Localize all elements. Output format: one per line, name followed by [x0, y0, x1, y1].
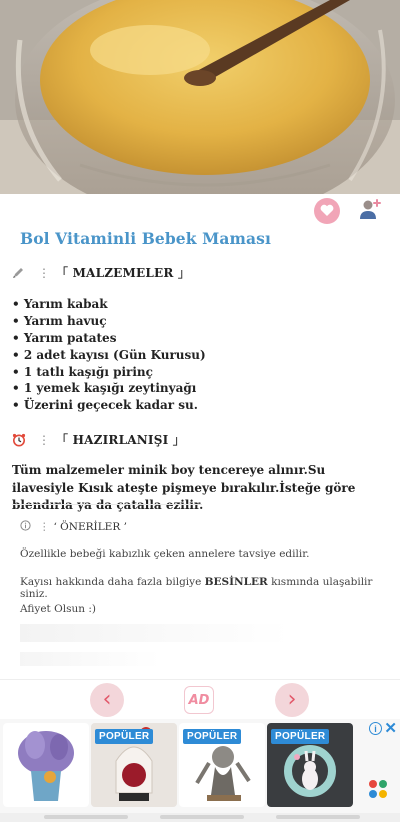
list-item: • Yarım havuç [12, 313, 206, 330]
popular-badge: POPÜLER [95, 729, 153, 744]
nutrients-link[interactable]: BESİNLER [204, 576, 268, 588]
tip-text-part: Kayısı hakkında daha fazla bilgiye [20, 576, 205, 588]
chevron-right-icon: › [287, 687, 297, 712]
tip-text: Özellikle bebeği kabızlık çeken annelere tavsiye edilir. [20, 548, 310, 560]
pencil-icon [12, 266, 30, 279]
popular-badge: POPÜLER [183, 729, 241, 744]
preparation-text: Tüm malzemeler minik boy tencereye alınır.Su ilavesiyle Kısık ateşte pişmeye bırakılır.İsteğe göre blendırla ya da çatalla ezilir. [12, 463, 356, 512]
ad-logo-button[interactable]: AD [184, 686, 214, 714]
strip-indicator [44, 815, 128, 819]
faded-content [20, 624, 290, 642]
list-item: • 2 adet kayısı (Gün Kurusu) [12, 347, 206, 364]
ad-close-icon[interactable]: ✕ [384, 720, 397, 737]
list-item: • 1 yemek kaşığı zeytinyağı [12, 380, 206, 397]
tip-text-part: kısmında ulaşabilir siniz. [20, 576, 373, 600]
like-button[interactable] [314, 198, 340, 224]
list-item: • 1 tatlı kaşığı pirinç [12, 364, 206, 381]
ad-product-card[interactable] [91, 723, 177, 807]
ad-product-card[interactable] [179, 723, 265, 807]
list-item: • Yarım kabak [12, 296, 206, 313]
heart-icon [320, 202, 334, 221]
add-user-icon [358, 196, 384, 226]
next-button[interactable] [275, 683, 309, 717]
tips-heading [20, 520, 127, 534]
heading-separator: ⋮ [38, 265, 50, 280]
ad-banner [0, 719, 400, 813]
recipe-title: Bol Vitaminli Bebek Maması [20, 229, 271, 248]
heading-separator: ⋮ [38, 432, 50, 447]
divider [12, 504, 202, 505]
info-icon [20, 520, 31, 534]
ingredients-heading [12, 264, 190, 281]
alarm-clock-icon [12, 433, 30, 447]
ad-product-card[interactable] [267, 723, 353, 807]
previous-button[interactable] [90, 683, 124, 717]
strip-indicator [276, 815, 360, 819]
chevron-left-icon: ‹ [102, 687, 112, 712]
signoff-text: Afiyet Olsun :) [20, 603, 96, 615]
ingredients-heading-text: 「 MALZEMELER 」 [56, 266, 191, 280]
ingredients-list [12, 296, 206, 414]
ad-product-card[interactable] [3, 723, 89, 807]
heading-separator: ⋮ [39, 521, 50, 533]
recipe-hero-image [0, 0, 400, 194]
ad-brand-icon[interactable] [366, 777, 390, 801]
preparation-heading [12, 431, 185, 448]
recipe-actions [314, 198, 384, 224]
list-item: • Üzerini geçecek kadar su. [12, 397, 206, 414]
ad-info-icon[interactable]: i [369, 722, 382, 735]
preparation-heading-text: 「 HAZIRLANIŞI 」 [56, 433, 185, 447]
recipe-navigation [0, 679, 400, 719]
follow-button[interactable] [358, 198, 384, 224]
list-item: • Yarım patates [12, 330, 206, 347]
system-nav-strip [0, 813, 400, 822]
tips-heading-text: ‘ ÖNERİLER ’ [53, 521, 127, 533]
strip-indicator [160, 815, 244, 819]
faded-content [20, 652, 160, 666]
tip-text [20, 576, 400, 600]
popular-badge: POPÜLER [271, 729, 329, 744]
